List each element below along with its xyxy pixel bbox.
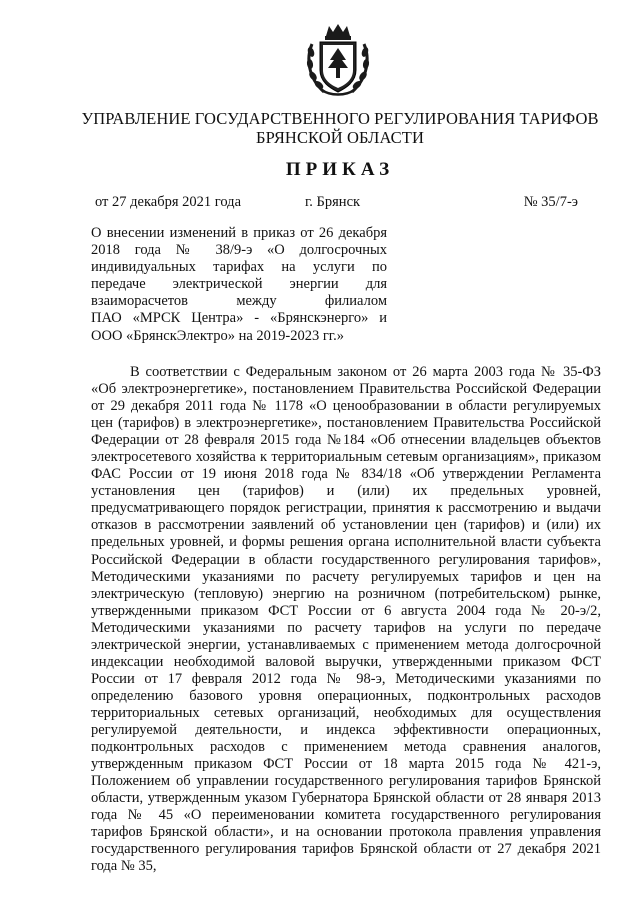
order-number: № 35/7-э xyxy=(523,194,578,210)
document-title: ПРИКАЗ xyxy=(285,159,395,180)
body-line: определению базового уровня операционных, подконтрольных расходов xyxy=(91,687,601,704)
organization-name-line1: УПРАВЛЕНИЕ ГОСУДАРСТВЕННОГО РЕГУЛИРОВАНИЯ ТАРИФОВ xyxy=(81,109,599,128)
body-line: электрической энергии, устанавливаемых с применением метода долгосрочной xyxy=(91,636,601,653)
body-line: России от 17 февраля 2012 года № 98-э, Методическими указаниями по xyxy=(91,670,601,687)
body-line: «Об электроэнергетике», постановлением Правительства Российской Федерации xyxy=(91,381,601,398)
body-line: предельных уровней, и формы решения органа исполнительной власти субъекта xyxy=(91,534,601,551)
body-line: года № 35, xyxy=(91,858,157,875)
body-line: Методическими указаниями по расчету регулируемых тарифов и цен на xyxy=(91,568,601,585)
organization-name-line2: БРЯНСКОЙ ОБЛАСТИ xyxy=(256,128,424,147)
body-line: установления цен (тарифов) и (или) их предельных уровней, xyxy=(91,483,601,500)
subject-line: взаиморасчетов между филиалом xyxy=(91,293,387,310)
order-body xyxy=(91,364,601,875)
subject-line: ПАО «МРСК Центра» - «Брянскэнерго» и xyxy=(91,310,387,327)
body-line: области, утвержденным указом Губернатора Брянской области от 28 января 2013 xyxy=(91,790,601,807)
body-line: отказов в рассмотрении заявлений об установлении цен (тарифов) и (или) их xyxy=(91,517,601,534)
body-line: ФАС России от 19 июня 2018 года № 834/18 «Об утверждении Регламента xyxy=(91,466,601,483)
body-line: Федерации от 28 февраля 2015 года №184 «Об отнесении владельцев объектов xyxy=(91,432,601,449)
body-line: регулируемой деятельности, и индекса эффективности операционных, xyxy=(91,721,601,738)
body-line: Положением об управлении государственного регулирования тарифов Брянской xyxy=(91,773,601,790)
body-line: государственного регулирования тарифов Брянской области от 27 декабря 2021 xyxy=(91,841,601,858)
body-line: территориальных сетевых организаций, необходимых для осуществления xyxy=(91,704,601,721)
subject-line: 2018 года № 38/9-э «О долгосрочных xyxy=(91,242,387,259)
body-line: электрическую (тепловую) энергию на розничном (потребительском) рынке, xyxy=(91,585,601,602)
order-city: г. Брянск xyxy=(305,194,361,210)
body-line: предусматривающего порядок регистрации, принятия к рассмотрению и выдачи xyxy=(91,500,601,517)
order-date: от 27 декабря 2021 года xyxy=(95,194,241,210)
body-line: года № 45 «О переименовании комитета государственного регулирования xyxy=(91,807,601,824)
body-line: Российской Федерации в области государственного регулирования тарифов», xyxy=(91,551,601,568)
subject-line: передаче электрической энергии для xyxy=(91,276,387,293)
subject-line: индивидуальных тарифах на услуги по xyxy=(91,259,387,276)
subject-line: ООО «БрянскЭлектро» на 2019-2023 гг.» xyxy=(91,327,344,344)
order-subject xyxy=(91,225,387,345)
body-line: тарифов Брянской области», и на основании протокола правления управления xyxy=(91,824,601,841)
body-line: цен (тарифов) в электроэнергетике», постановлением Правительства Российской xyxy=(91,415,601,432)
body-line: электросетевого хозяйства к территориальным сетевым организациям», приказом xyxy=(91,449,601,466)
body-line: от 29 декабря 2011 года № 1178 «О ценообразовании в области регулируемых xyxy=(91,398,601,415)
body-line: утвержденным приказом ФСТ России от 18 марта 2015 года № 421-э, xyxy=(91,756,601,773)
body-line: индексации необходимой валовой выручки, утвержденными приказом ФСТ xyxy=(91,653,601,670)
body-line: Методическими указаниями по расчету тарифов на услуги по передаче xyxy=(91,619,601,636)
bryansk-coat-of-arms-icon xyxy=(302,22,374,98)
body-line: утвержденными приказом ФСТ России от 6 августа 2004 года № 20-э/2, xyxy=(91,602,601,619)
subject-line: О внесении изменений в приказ от 26 декабря xyxy=(91,225,387,241)
body-line: В соответствии с Федеральным законом от 26 марта 2003 года № 35-ФЗ xyxy=(130,364,601,380)
body-line: подконтрольных расходов с применением метода сравнения аналогов, xyxy=(91,739,601,756)
